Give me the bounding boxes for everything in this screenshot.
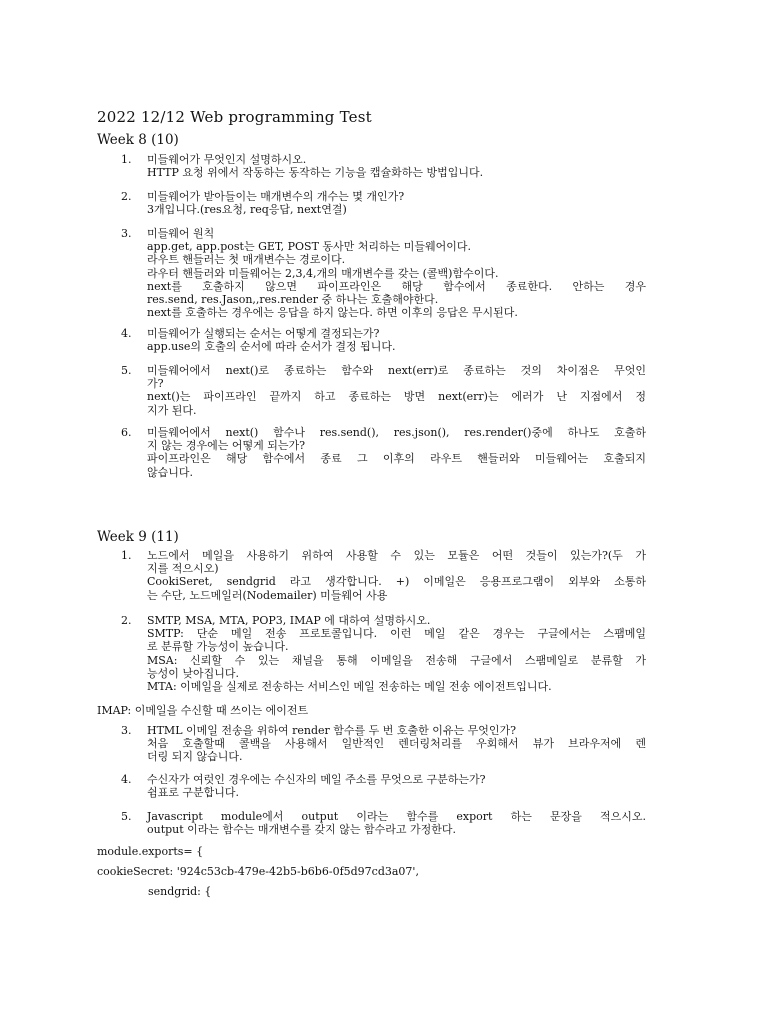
item-line: SMTP: 단순 메일 전송 프로토콜입니다. 이런 메일 같은 경우는 구글에서는 스팸메일: [147, 627, 646, 641]
item-line: app.use의 호출의 순서에 따라 순서가 결정 됩니다.: [147, 340, 396, 354]
list-item: [121, 810, 646, 836]
item-text: [147, 153, 646, 179]
item-line: MTA: 이메일을 실제로 전송하는 서비스인 메일 전송하는 메일 전송 에이전트입니다.: [147, 680, 552, 694]
item-line: 않습니다.: [147, 465, 194, 479]
list-item: [121, 724, 646, 764]
item-text: [147, 810, 646, 836]
item-text: [147, 227, 646, 319]
item-line: 미들웨어에서 next()로 종료하는 함수와 next(err)로 종료하는 것의 차이점은 무엇인: [147, 364, 646, 377]
item-text: [147, 614, 646, 693]
item-line: 지가 된다.: [147, 403, 197, 417]
item-line: 미들웨어 원칙: [147, 227, 215, 240]
code-line-3: sendgrid: {: [148, 885, 212, 898]
list-item: [121, 614, 646, 693]
item-line: MSA: 신뢰할 수 있는 채널을 통해 이메일을 전송해 구글에서 스팸메일로 분류할 가: [147, 653, 646, 667]
item-number: 1.: [121, 153, 132, 166]
item-number: 2.: [121, 614, 132, 627]
list-item: [121, 364, 646, 417]
list-item: [121, 190, 646, 216]
item-line: 는 수단, 노드메일러(Nodemailer) 미들웨어 사용: [147, 588, 388, 602]
item-line: HTML 이메일 전송을 위하여 render 함수를 두 번 호출한 이유는 무엇인가?: [147, 724, 517, 737]
item-number: 4.: [121, 773, 132, 786]
item-line: CookiSeret, sendgrid 라고 생각합니다. +) 이메일은 응용프로그램이 외부와 소통하: [147, 575, 646, 589]
item-line: HTTP 요청 위에서 작동하는 동작하는 기능을 캡슐화하는 방법입니다.: [147, 166, 484, 180]
list-item: [121, 327, 646, 353]
item-number: 5.: [121, 364, 132, 377]
item-line: 3개입니다.(res요청, req응답, next연결): [147, 203, 347, 217]
item-number: 3.: [121, 227, 132, 240]
item-line: res.send, res.Jason,,res.render 중 하나는 호출해야한다.: [147, 293, 439, 307]
item-text: [147, 190, 646, 216]
item-text: [147, 364, 646, 417]
week9-heading: Week 9 (11): [97, 529, 179, 545]
item-line: 능성이 낮아집니다.: [147, 666, 240, 680]
item-text: [147, 426, 646, 479]
item-line: 미들웨어가 받아들이는 매개변수의 개수는 몇 개인가?: [147, 190, 405, 203]
item-line: 수신자가 여럿인 경우에는 수신자의 메일 주소를 무엇으로 구분하는가?: [147, 773, 486, 786]
list-item: [121, 153, 646, 179]
list-item: [121, 426, 646, 479]
item-line: SMTP, MSA, MTA, POP3, IMAP 에 대하여 설명하시오.: [147, 614, 431, 627]
week8-heading: Week 8 (10): [97, 132, 179, 148]
list-item: [121, 773, 646, 799]
item-number: 1.: [121, 549, 132, 562]
item-line: app.get, app.post는 GET, POST 동사만 처리하는 미들웨어이다.: [147, 240, 472, 254]
item-text: [147, 327, 646, 353]
item-text: [147, 724, 646, 764]
imap-line: IMAP: 이메일을 수신할 때 쓰이는 에이전트: [97, 704, 309, 717]
item-line: output 이라는 함수는 매개변수를 갖지 않는 함수라고 가정한다.: [147, 823, 457, 837]
document-title: 2022 12/12 Web programming Test: [97, 108, 372, 126]
item-line: 가?: [147, 377, 164, 391]
item-line: 미들웨어가 실행되는 순서는 어떻게 결정되는가?: [147, 327, 380, 340]
item-line: 노드에서 메일을 사용하기 위하여 사용할 수 있는 모듈은 어떤 것들이 있는가?(두 가: [147, 549, 646, 562]
item-line: next를 호출하지 않으면 파이프라인은 해당 함수에서 종료한다. 안하는 경우: [147, 279, 646, 293]
item-number: 4.: [121, 327, 132, 340]
item-line: 쉼표로 구분합니다.: [147, 786, 240, 800]
item-line: next를 호출하는 경우에는 응답을 하지 않는다. 하면 이후의 응답은 무시된다.: [147, 306, 518, 320]
list-item: [121, 227, 646, 319]
item-number: 5.: [121, 810, 132, 823]
item-line: 더링 되지 않습니다.: [147, 750, 243, 764]
item-line: next()는 파이프라인 끝까지 하고 종료하는 방면 next(err)는 에러가 난 지점에서 정: [147, 390, 646, 404]
item-line: 파이프라인은 해당 함수에서 종료 그 이후의 라우트 핸들러와 미들웨어는 호출되지: [147, 452, 646, 466]
list-item: [121, 549, 646, 602]
item-text: [147, 773, 646, 799]
item-line: Javascript module에서 output 이라는 함수를 export 하는 문장을 적으시오.: [147, 810, 646, 823]
item-number: 3.: [121, 724, 132, 737]
code-line-2: cookieSecret: '924c53cb-479e-42b5-b6b6-0f5d97cd3a07',: [97, 865, 419, 878]
item-line: 로 분류할 가능성이 높습니다.: [147, 640, 289, 654]
item-line: 라우터 핸들러와 미들웨어는 2,3,4,개의 매개변수를 갖는 (콜백)함수이다.: [147, 266, 499, 280]
item-line: 라우트 핸들러는 첫 매개변수는 경로이다.: [147, 253, 346, 267]
item-text: [147, 549, 646, 602]
item-line: 처음 호출할때 콜백을 사용해서 일반적인 렌더링처리를 우회해서 뷰가 브라우저에 렌: [147, 737, 646, 751]
item-line: 미들웨어에서 next() 함수나 res.send(), res.json(), res.render()중에 하나도 호출하: [147, 426, 646, 439]
item-line: 미들웨어가 무엇인지 설명하시오.: [147, 153, 307, 166]
item-line: 지 않는 경우에는 어떻게 되는가?: [147, 439, 306, 453]
item-line: 지를 적으시오): [147, 562, 219, 576]
item-number: 2.: [121, 190, 132, 203]
item-number: 6.: [121, 426, 132, 439]
code-line-1: module.exports= {: [97, 845, 204, 858]
